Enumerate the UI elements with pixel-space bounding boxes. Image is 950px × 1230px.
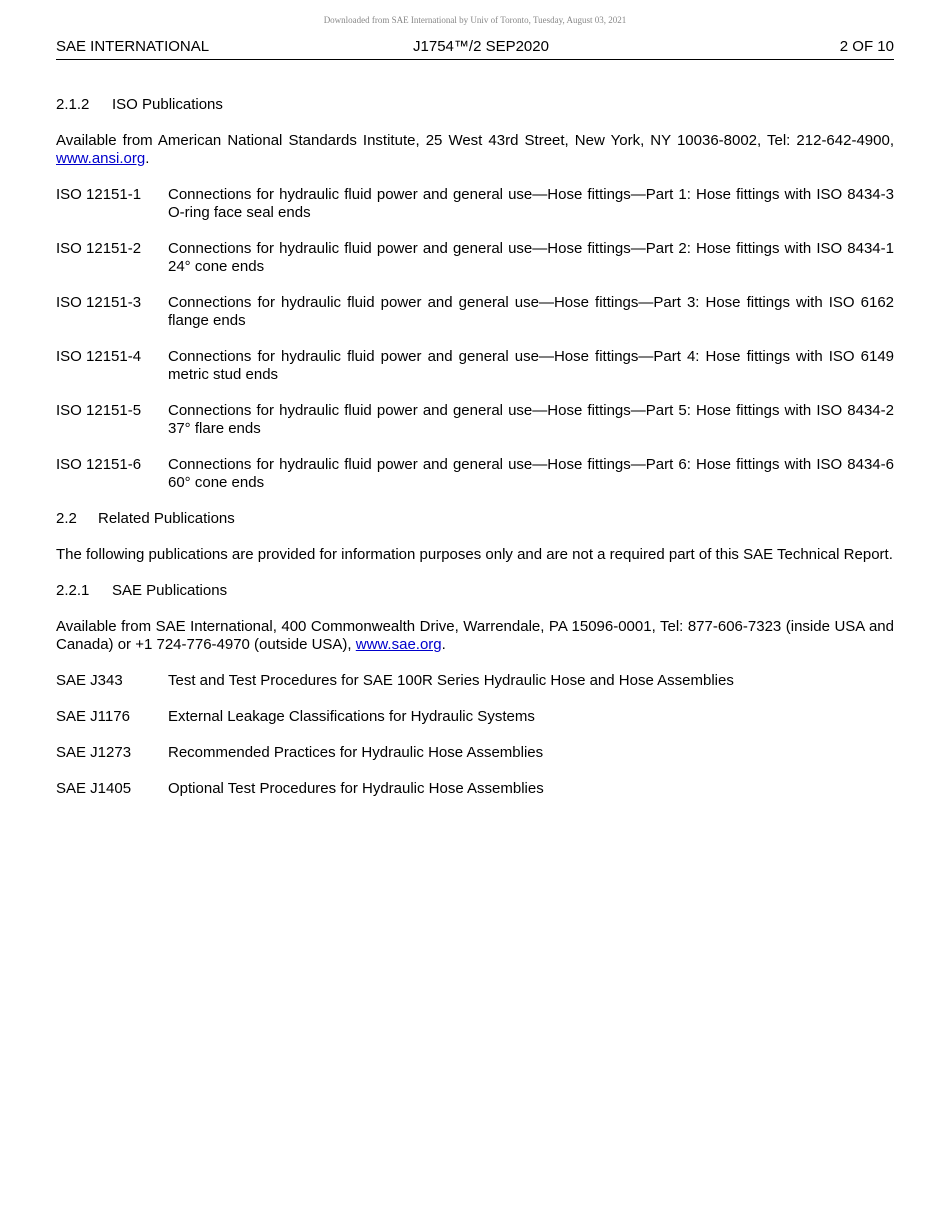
page-header [56, 38, 894, 60]
ansi-availability-end: . [145, 150, 150, 167]
header-document-id: J1754™/2 SEP2020 [413, 38, 549, 55]
section-heading-2-2 [56, 510, 894, 528]
reference-code: ISO 12151-1 [56, 186, 142, 203]
reference-title: Connections for hydraulic fluid power and general use—Hose fittings—Part 1: Hose fittings with ISO 8434-3 O-ring face seal ends [168, 186, 894, 221]
header-page-number: 2 OF 10 [839, 38, 894, 55]
sae-link[interactable]: www.sae.org [355, 636, 442, 653]
section-number: 2.2 [56, 510, 77, 527]
reference-item [56, 456, 894, 492]
reference-title: Connections for hydraulic fluid power and general use—Hose fittings—Part 3: Hose fittings with ISO 6162 flange ends [168, 294, 894, 329]
header-publisher: SAE INTERNATIONAL [56, 38, 210, 55]
related-publications-paragraph: The following publications are provided for information purposes only and are not a required part of this SAE Technical Report. [56, 546, 893, 563]
sae-availability-text: Available from SAE International, 400 Commonwealth Drive, Warrendale, PA 15096-0001, Tel: 877-606-7323 (inside USA and Canada) or +1 724-776-4970 (outside USA), [56, 618, 894, 653]
reference-item [56, 240, 894, 276]
ansi-availability-text: Available from American National Standards Institute, 25 West 43rd Street, New York, NY 10036-8002, Tel: 212-642-4900, [56, 132, 894, 149]
ansi-link[interactable]: www.ansi.org [56, 150, 146, 167]
reference-code: ISO 12151-6 [56, 456, 142, 473]
reference-item [56, 708, 894, 726]
reference-item [56, 402, 894, 438]
reference-item [56, 672, 894, 690]
reference-code: SAE J1405 [56, 780, 132, 797]
reference-item [56, 186, 894, 222]
reference-item [56, 348, 894, 384]
reference-code: ISO 12151-5 [56, 402, 142, 419]
reference-item [56, 780, 894, 798]
ansi-availability-paragraph [56, 132, 894, 168]
section-title: Related Publications [98, 510, 235, 527]
reference-title: Connections for hydraulic fluid power and general use—Hose fittings—Part 6: Hose fittings with ISO 8434-6 60° cone ends [168, 456, 894, 491]
reference-title: Connections for hydraulic fluid power and general use—Hose fittings—Part 5: Hose fittings with ISO 8434-2 37° flare ends [168, 402, 894, 437]
reference-title: Recommended Practices for Hydraulic Hose Assemblies [168, 744, 544, 761]
reference-title: External Leakage Classifications for Hydraulic Systems [168, 708, 535, 725]
reference-code: ISO 12151-2 [56, 240, 142, 257]
reference-code: SAE J1176 [56, 708, 130, 725]
reference-code: ISO 12151-3 [56, 294, 142, 311]
section-number: 2.1.2 [56, 96, 90, 113]
reference-title: Test and Test Procedures for SAE 100R Series Hydraulic Hose and Hose Assemblies [168, 672, 734, 689]
sae-availability-end: . [441, 636, 446, 653]
reference-title: Connections for hydraulic fluid power and general use—Hose fittings—Part 4: Hose fittings with ISO 6149 metric stud ends [168, 348, 894, 383]
section-number: 2.2.1 [56, 582, 90, 599]
reference-code: ISO 12151-4 [56, 348, 142, 365]
sae-availability-paragraph [56, 618, 894, 654]
reference-title: Connections for hydraulic fluid power and general use—Hose fittings—Part 2: Hose fittings with ISO 8434-1 24° cone ends [168, 240, 894, 275]
reference-item [56, 744, 894, 762]
reference-item [56, 294, 894, 330]
reference-code: SAE J1273 [56, 744, 132, 761]
section-title: SAE Publications [112, 582, 228, 599]
reference-code: SAE J343 [56, 672, 123, 689]
reference-title: Optional Test Procedures for Hydraulic Hose Assemblies [168, 780, 544, 797]
section-heading-2-1-2 [56, 96, 894, 114]
download-watermark: Downloaded from SAE International by Univ of Toronto, Tuesday, August 03, 2021 [323, 15, 627, 25]
section-heading-2-2-1 [56, 582, 894, 600]
section-title: ISO Publications [112, 96, 223, 113]
document-body [56, 96, 894, 816]
